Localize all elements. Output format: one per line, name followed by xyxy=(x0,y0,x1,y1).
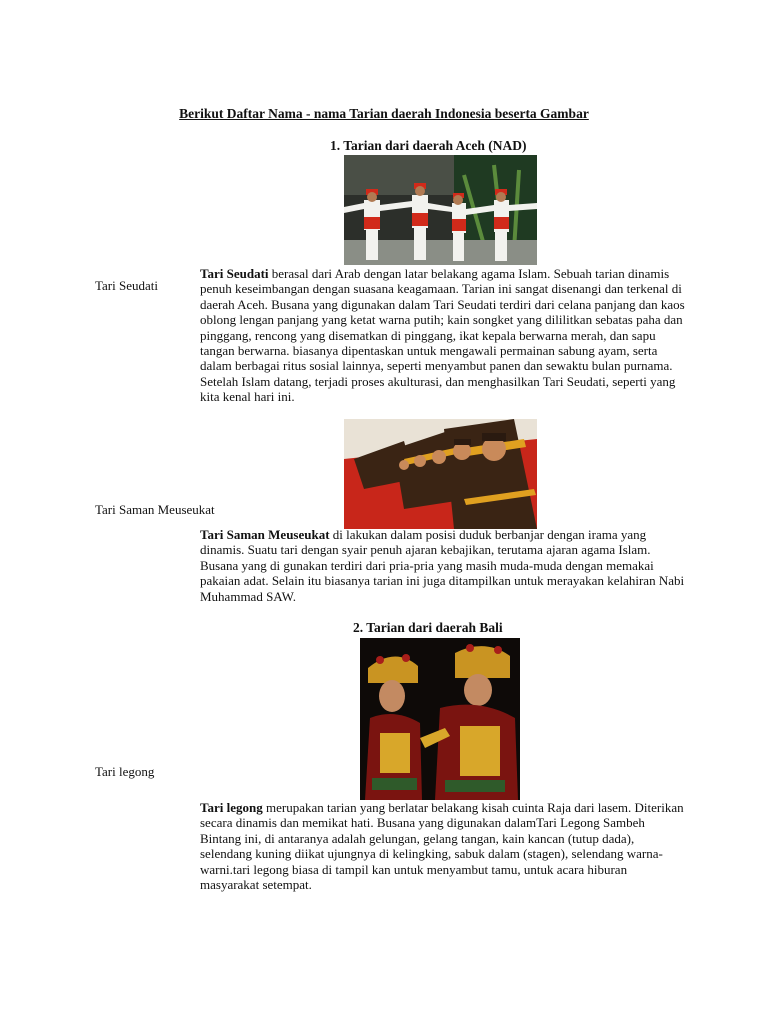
dance-label-saman: Tari Saman Meuseukat xyxy=(95,502,215,517)
saman-photo xyxy=(344,419,537,529)
dance-label-legong: Tari legong xyxy=(95,764,155,779)
saman-name-bold: Tari Saman Meuseukat xyxy=(200,527,330,542)
seudati-text: berasal dari Arab dengan latar belakang agama Islam. Sebuah tarian dinamis penuh keseimbangan dengan suasana keagamaan. Tarian ini sangat disenangi dan terkenal di daerah Aceh. Busana yang digunakan dalam Tari Seudati terdiri dari celana panjang dan kaos oblong lengan panjang yang ketat warna putih; kain songket yang dililitkan sebatas paha dan pinggang, rencong yang disematkan di pinggang, ikat kepala berwarna merah, dan sapu tangan berwarna. biasanya dipentaskan untuk mengawali permainan sabung ayam, serta dalam berbagai ritus sosial lainnya, seperti menyambut panen dan sewaktu bulan purnama. Setelah Islam datang, terjadi proses akulturasi, dan menghasilkan Tari Seudati, seperti yang kita kenal hari ini. xyxy=(200,266,685,405)
page-title: Berikut Daftar Nama - nama Tarian daerah Indonesia beserta Gambar xyxy=(179,106,589,121)
legong-description xyxy=(200,800,688,892)
section-heading-bali: 2. Tarian dari daerah Bali xyxy=(353,620,503,635)
legong-photo xyxy=(360,638,520,800)
legong-text: merupakan tarian yang berlatar belakang kisah cuinta Raja dari lasem. Diterikan secara dinamis dan memikat hati. Busana yang digunakan dalamTari Legong Sambeh Bintang ini, di antaranya adalah gelungan, gelang tangan, kain kancan (tutup dada), selendang kuning diikat ujungnya di kelingking, sabuk dalam (stagen), selendang warna-warni.tari legong biasa di tampil kan untuk menyambut tamu, untuk acara hiburan masyarakat setempat. xyxy=(200,800,684,893)
section-heading-aceh: 1. Tarian dari daerah Aceh (NAD) xyxy=(330,138,527,153)
seudati-photo xyxy=(344,155,537,265)
saman-description xyxy=(200,527,688,604)
seudati-name-bold: Tari Seudati xyxy=(200,266,269,281)
saman-text: di lakukan dalam posisi duduk berbanjar dengan irama yang dinamis. Suatu tari dengan syair penuh ajaran kebajikan, terutama ajaran agama Islam. Busana yang di gunakan terdiri dari pria-pria yang masih muda-muda dengan memakai pakaian adat. Selain itu biasanya tarian ini juga ditampilkan untuk merayakan kelahiran Nabi Muhammad SAW. xyxy=(200,527,685,604)
legong-name-bold: Tari legong xyxy=(200,800,263,815)
seudati-description xyxy=(200,266,688,405)
dance-label-seudati: Tari Seudati xyxy=(95,278,158,293)
